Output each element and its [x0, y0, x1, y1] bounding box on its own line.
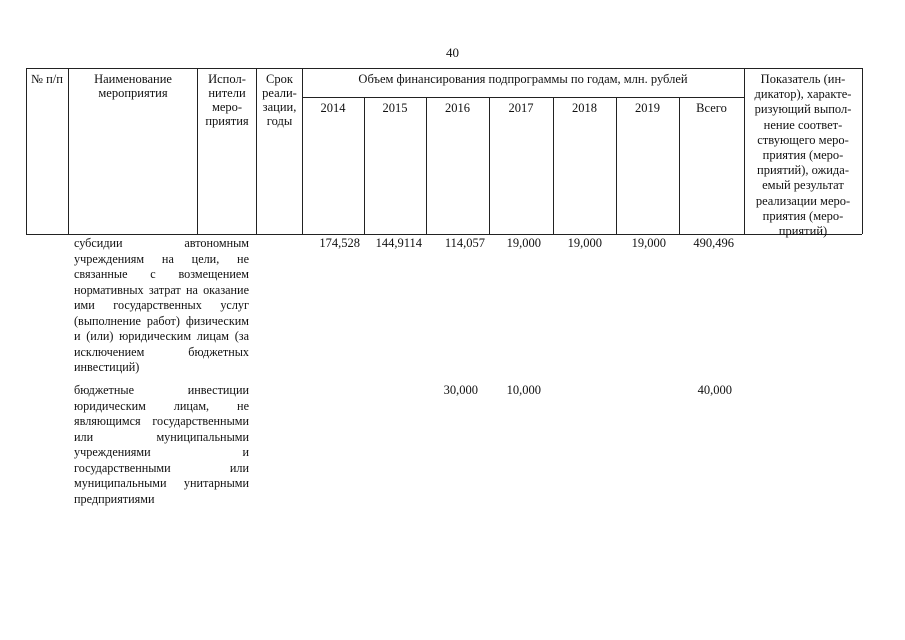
value-cell: 19,000: [506, 236, 541, 250]
header-col-financing: Объем финансирования подпрограммы по годам, млн. рублей: [358, 72, 688, 86]
header-col-no: № п/п: [31, 72, 63, 86]
header-year: 2019: [635, 101, 660, 115]
financing-subheader-line: [302, 97, 744, 98]
grid-line: [616, 97, 617, 234]
grid-line: [489, 97, 490, 234]
grid-line: [553, 97, 554, 234]
value-cell: 19,000: [631, 236, 666, 250]
value-cell: 144,9114: [375, 236, 422, 250]
header-year-total: Всего: [696, 101, 727, 115]
grid-line: [256, 68, 257, 234]
value-cell: 490,496: [693, 236, 734, 250]
header-col-executors: Испол-нители меро-приятия: [205, 72, 249, 128]
header-year: 2015: [382, 101, 408, 115]
grid-line: [26, 68, 27, 234]
page-number: 40: [446, 45, 459, 60]
grid-line: [426, 97, 427, 234]
grid-line: [364, 97, 365, 234]
grid-line: [302, 68, 303, 234]
row-name: бюджетные инвестиции юридическим лицам, не являющимся государственными или муниципальными учреждениями и государственными или муниципальными унитарными предприятиями: [74, 383, 249, 506]
header-col-name: Наименование мероприятия: [94, 72, 172, 100]
grid-line: [862, 68, 863, 234]
header-col-term: Срок реали-зации, годы: [262, 72, 297, 128]
value-cell: 10,000: [506, 383, 541, 397]
grid-line: [744, 68, 745, 234]
value-cell: 174,528: [319, 236, 360, 250]
value-cell: 30,000: [443, 383, 478, 397]
value-cell: 19,000: [567, 236, 602, 250]
grid-line: [197, 68, 198, 234]
header-year: 2014: [320, 101, 346, 115]
header-year: 2017: [508, 101, 534, 115]
table-header-bottom-border: [26, 234, 862, 235]
header-year: 2016: [445, 101, 470, 115]
grid-line: [68, 68, 69, 234]
value-cell: 40,000: [697, 383, 732, 397]
value-cell: 114,057: [444, 236, 485, 250]
grid-line: [679, 97, 680, 234]
table-top-border: [26, 68, 862, 69]
header-col-indicator: Показатель (ин-дикатор), характе-ризующий выпол-нение соответ-ствующего меро-приятия (меро-приятий), ожида-емый результат реализации меро-приятия (меро-приятий): [754, 72, 852, 239]
header-year: 2018: [572, 101, 597, 115]
row-name: субсидии автономным учреждениям на цели, не связанные с возмещением нормативных затрат на оказание ими государственных услуг (выполнение работ) физическим и (или) юридическим лицам (за исключением бюджетных инвестиций): [74, 236, 249, 374]
